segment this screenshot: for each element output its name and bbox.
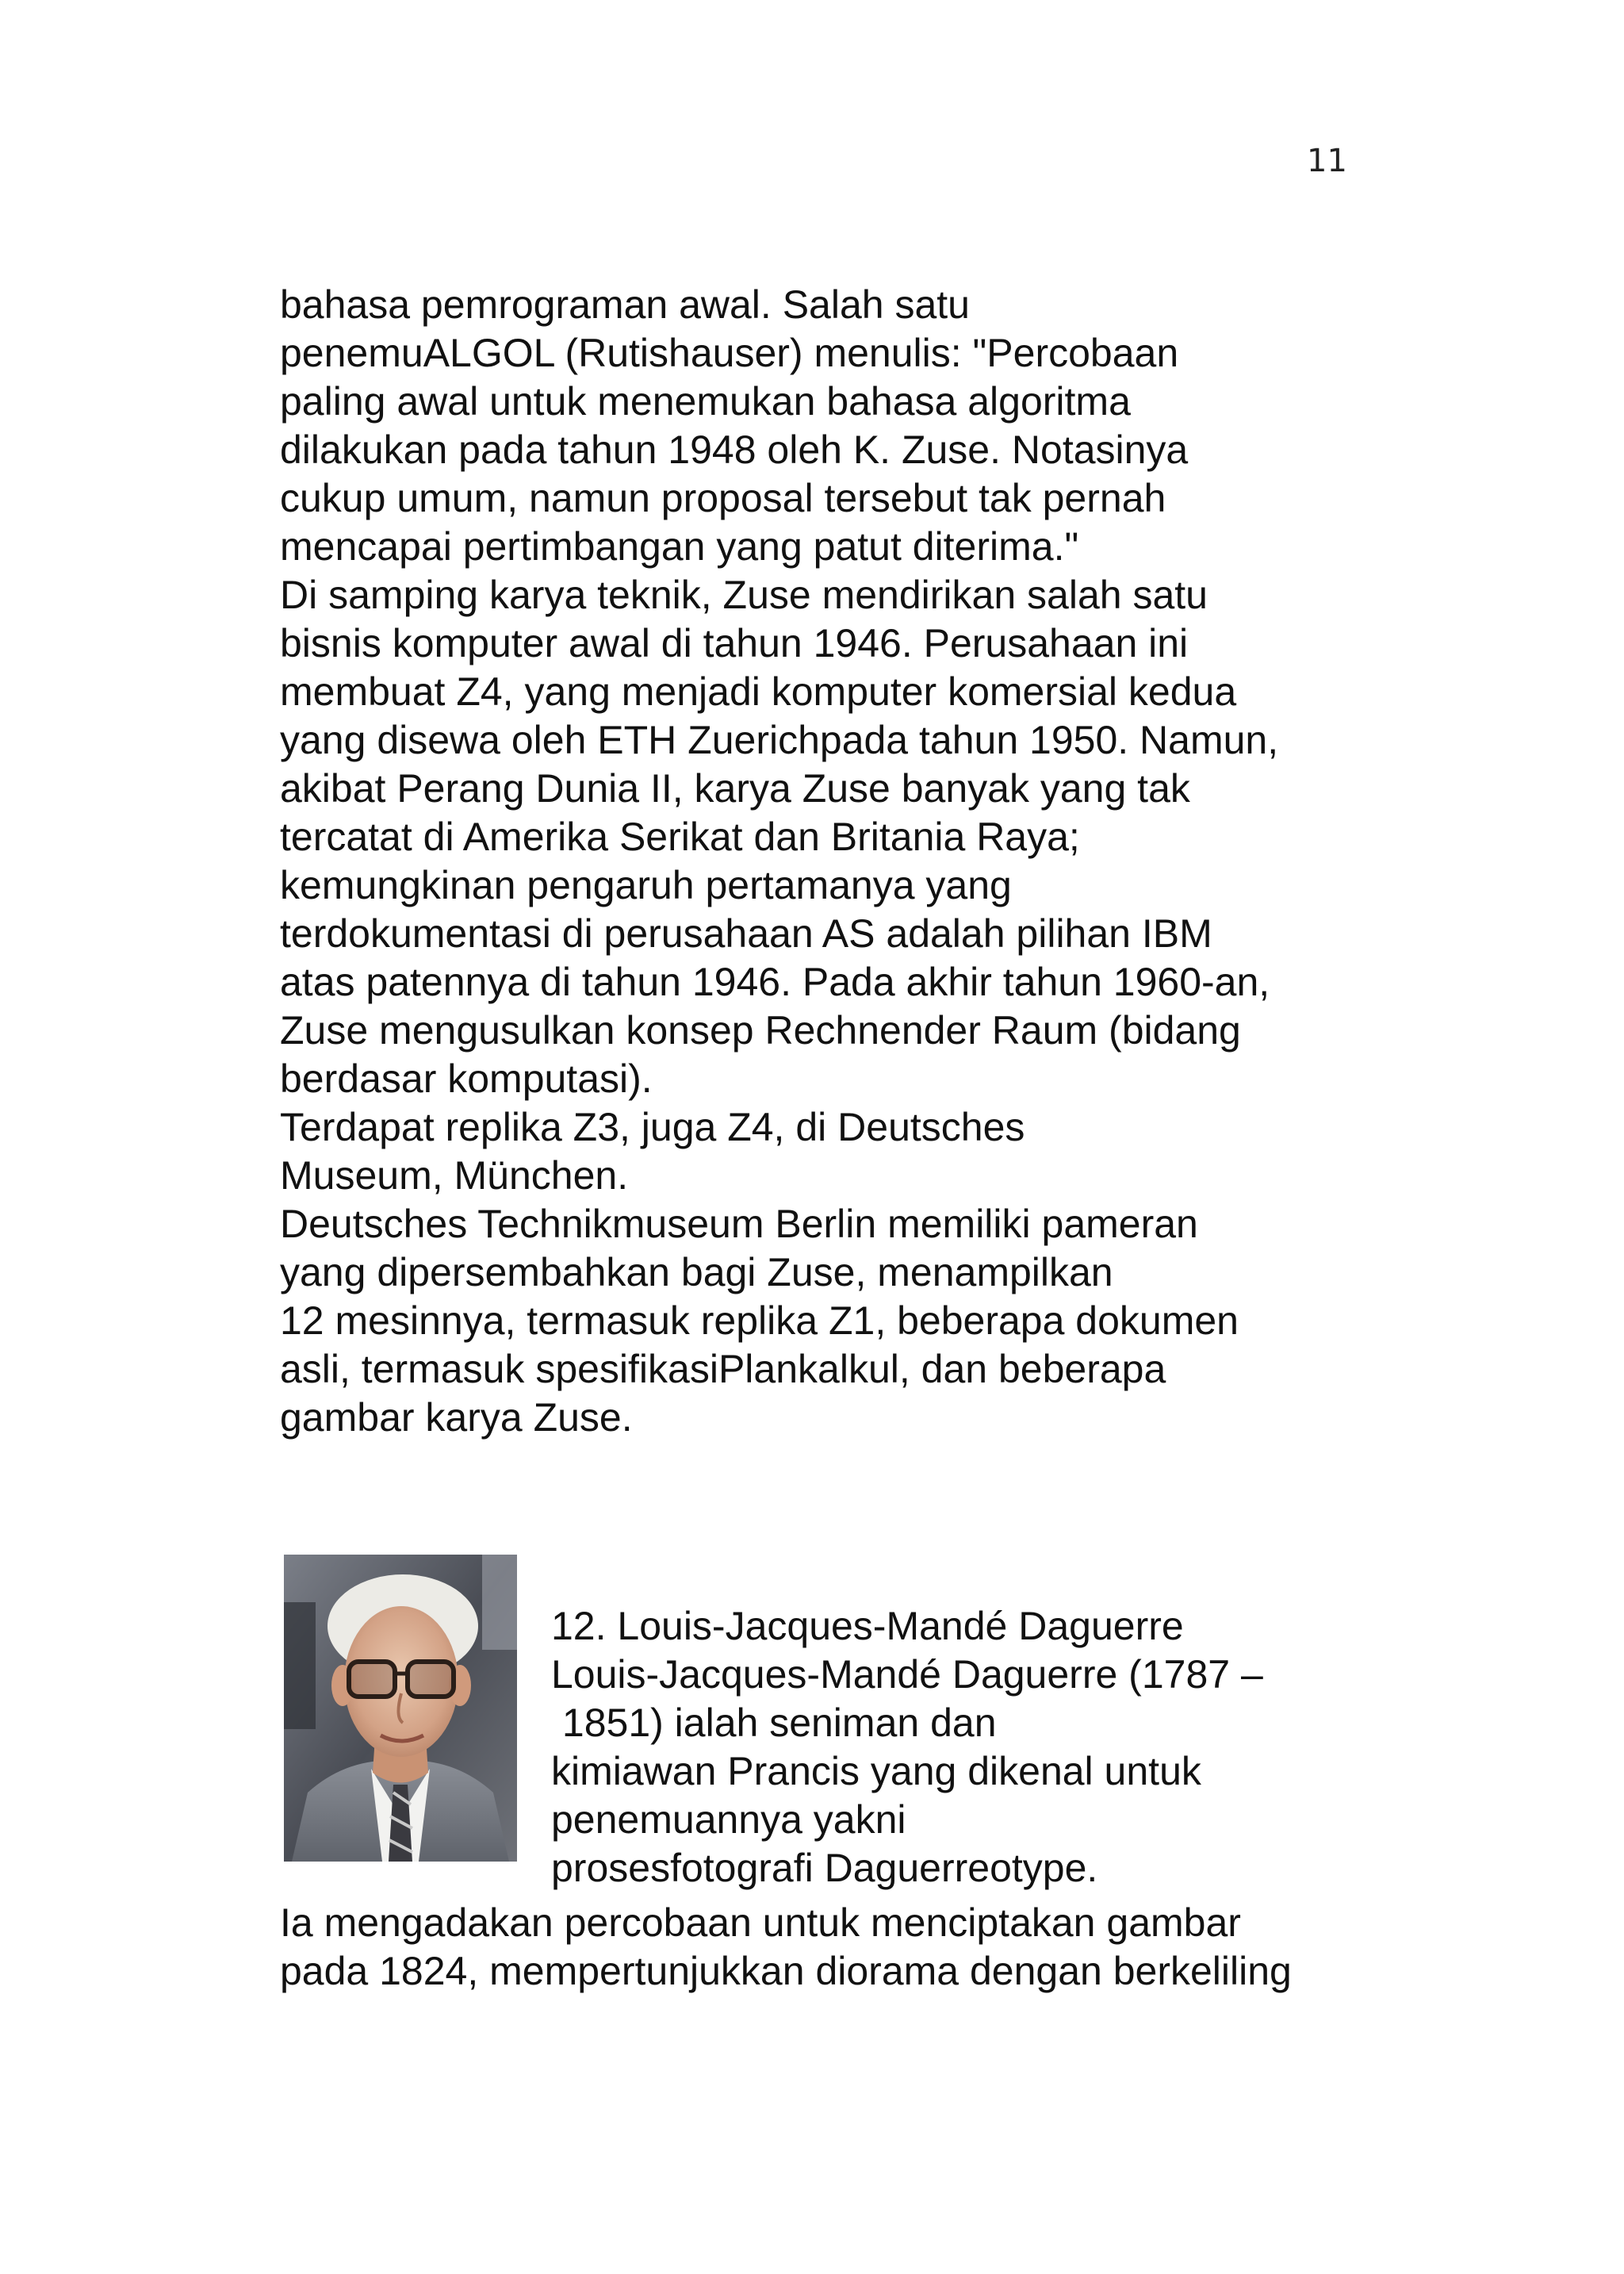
section-caption — [551, 1602, 1384, 1892]
caption-line: 1851) ialah seniman dan — [551, 1701, 997, 1745]
body-line: yang dipersembahkan bagi Zuse, menampilkan — [280, 1250, 1113, 1294]
body-line: gambar karya Zuse. — [280, 1395, 633, 1440]
body-line: Di samping karya teknik, Zuse mendirikan salah satu — [280, 573, 1208, 617]
continuation-text — [280, 1899, 1469, 1996]
page-number: 11 — [1307, 143, 1347, 179]
caption-line: penemuannya yakni — [551, 1797, 906, 1842]
body-line: bahasa pemrograman awal. Salah satu — [280, 282, 970, 327]
body-line: tercatat di Amerika Serikat dan Britania Raya; — [280, 815, 1080, 859]
body-line: membuat Z4, yang menjadi komputer komersial kedua — [280, 669, 1237, 714]
body-line: Ia mengadakan percobaan untuk menciptakan gambar — [280, 1900, 1241, 1945]
body-line: Terdapat replika Z3, juga Z4, di Deutsches — [280, 1105, 1025, 1149]
caption-title: 12. Louis-Jacques-Mandé Daguerre — [551, 1604, 1184, 1648]
body-line: pada 1824, mempertunjukkan diorama dengan berkeliling — [280, 1949, 1292, 1993]
body-line: 12 mesinnya, termasuk replika Z1, beberapa dokumen — [280, 1298, 1239, 1343]
caption-line: Louis-Jacques-Mandé Daguerre (1787 – — [551, 1652, 1263, 1697]
body-line: penemuALGOL (Rutishauser) menulis: "Percobaan — [280, 331, 1179, 375]
body-line: kemungkinan pengaruh pertamanya yang — [280, 863, 1012, 907]
body-line: Museum, München. — [280, 1153, 629, 1198]
body-line: berdasar komputasi). — [280, 1056, 653, 1101]
body-line: bisnis komputer awal di tahun 1946. Perusahaan ini — [280, 621, 1189, 665]
body-text — [280, 281, 1390, 1442]
body-line: Deutsches Technikmuseum Berlin memiliki pameran — [280, 1202, 1198, 1246]
caption-line: prosesfotografi Daguerreotype. — [551, 1846, 1098, 1890]
body-line: akibat Perang Dunia II, karya Zuse banyak yang tak — [280, 766, 1190, 811]
body-line: Zuse mengusulkan konsep Rechnender Raum (bidang — [280, 1008, 1241, 1053]
body-line: dilakukan pada tahun 1948 oleh K. Zuse. Notasinya — [280, 428, 1189, 472]
body-line: terdokumentasi di perusahaan AS adalah pilihan IBM — [280, 911, 1212, 956]
body-line: asli, termasuk spesifikasiPlankalkul, dan beberapa — [280, 1347, 1166, 1391]
body-line: cukup umum, namun proposal tersebut tak pernah — [280, 476, 1166, 520]
caption-line: kimiawan Prancis yang dikenal untuk — [551, 1749, 1201, 1793]
body-line: atas patennya di tahun 1946. Pada akhir tahun 1960-an, — [280, 960, 1270, 1004]
body-line: yang disewa oleh ETH Zuerichpada tahun 1950. Namun, — [280, 718, 1279, 762]
portrait-photo — [284, 1555, 517, 1862]
body-line: mencapai pertimbangan yang patut diterima." — [280, 524, 1079, 569]
body-line: paling awal untuk menemukan bahasa algoritma — [280, 379, 1131, 424]
